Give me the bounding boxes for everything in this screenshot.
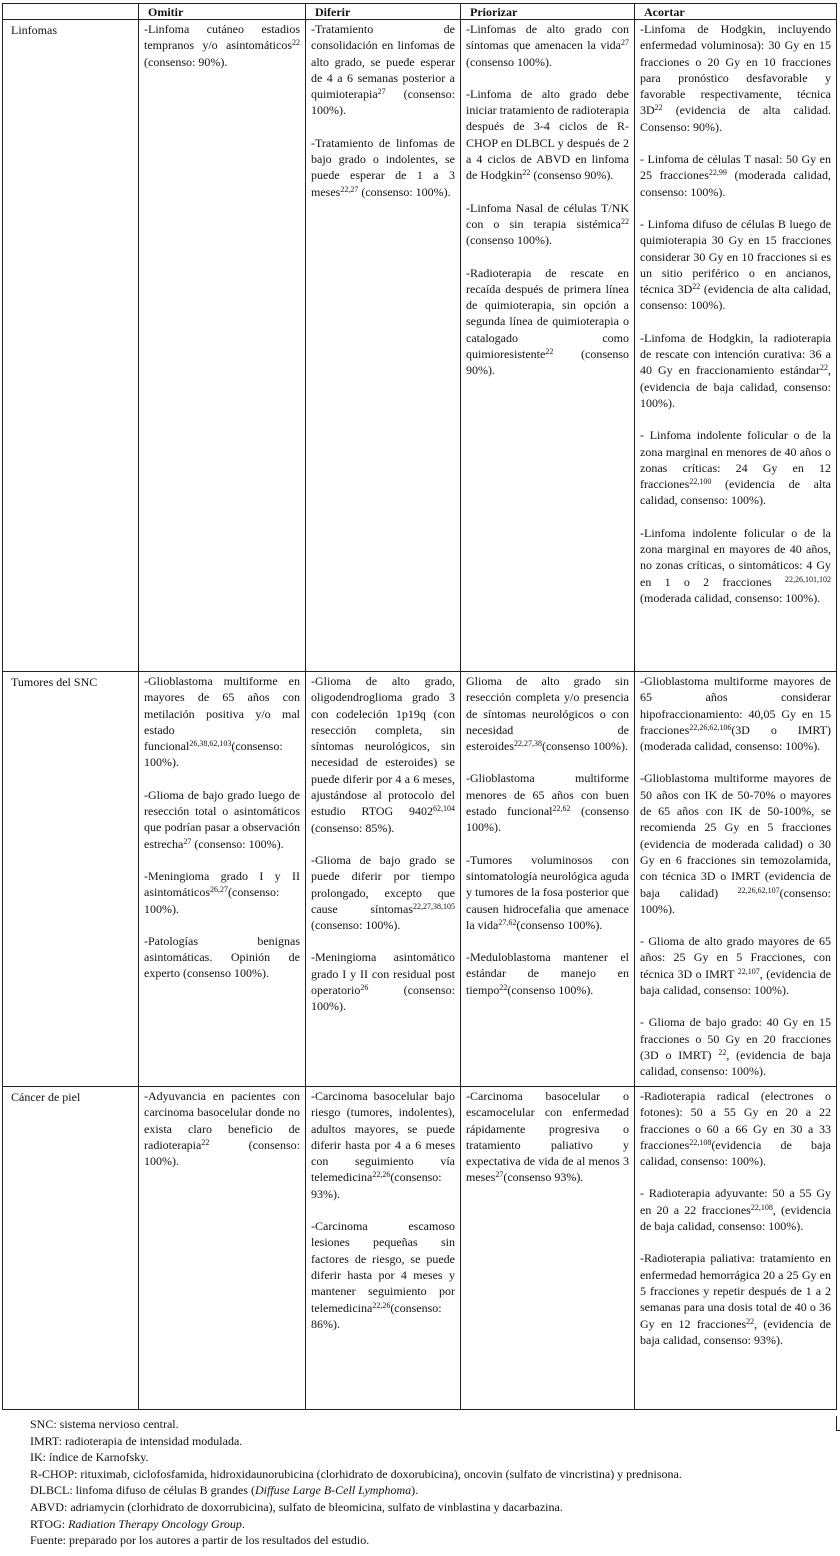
recommendation-entry: - Radioterapia adyuvante: 50 a 55 Gy en 20 a 22 fracciones$^{22,108}$, (evidencia de baja calidad, consenso: 100%). xyxy=(640,1186,832,1234)
cell-acortar xyxy=(635,20,837,672)
recommendation-entry: -Meningioma grado I y II asintomáticos$^{26,27}$(consenso: 100%). xyxy=(144,868,300,916)
cell-omitir xyxy=(139,20,306,672)
recommendation-entry: - Linfoma difuso de células B luego de quimioterapia 30 Gy en 15 fracciones considerar 30 Gy en 10 fracciones si es un sitio periférico o en ancianos, técnica $3D^{22}$ (evidencia de alta calidad, consenso: 100%). xyxy=(640,216,832,313)
recommendation-entry: -Linfoma cutáneo estadios tempranos y/o asintomáticos$^{22}$ (consenso: 90%). xyxy=(144,22,300,69)
cell-omitir xyxy=(139,1087,306,1410)
recommendation-entry: -Radioterapia de rescate en recaída después de primera línea de quimioterapia, sin opción a segunda línea de quimioterapia o catalogado como quimioresistente$^{22}$ (consenso 90%). xyxy=(466,265,629,378)
table-footnotes xyxy=(30,1416,682,1549)
footnote-line: IK: índice de Karnofsky. xyxy=(30,1450,149,1465)
reference-superscript: 22 xyxy=(692,282,701,292)
recommendation-entry: -Carcinoma escamoso lesiones pequeñas sin factores de riesgo, se puede diferir hasta por 4 meses y mantener seguimiento por telemedicina$^{22,26}$(consenso: 86%). xyxy=(311,1219,455,1331)
recommendation-entry: -Linfoma Nasal de células T/NK con o sin terapia sistémica$^{22}$ (consenso 100%). xyxy=(466,200,629,248)
recommendation-entry: -Meduloblastoma mantener el estándar de manejo en tiempo$^{22}$(consenso 100%). xyxy=(466,950,629,997)
header-row xyxy=(3,4,837,20)
reference-superscript: 22 xyxy=(820,363,828,373)
reference-superscript: 27 xyxy=(495,1170,504,1180)
header-acortar: Acortar xyxy=(635,4,837,20)
recommendation-entry: -Glioblastoma multiforme en mayores de 65 años con metilación positiva y/o mal estado funcional$^{26,38,62,103}$(consenso: 100%). xyxy=(144,674,300,770)
reference-superscript: 22,108 xyxy=(689,1137,712,1147)
reference-superscript: 22 xyxy=(499,982,508,992)
table-row xyxy=(3,1087,837,1410)
row-category: Cáncer de piel xyxy=(3,1087,139,1410)
reference-superscript: 26,27 xyxy=(210,885,228,895)
header-priorizar: Priorizar xyxy=(461,4,635,20)
reference-superscript: 22,100 xyxy=(689,477,712,487)
reference-superscript: 22 xyxy=(522,168,531,178)
reference-superscript: 27,62 xyxy=(498,917,517,927)
reference-superscript: 22 xyxy=(746,1316,755,1326)
recommendation-entry: -Tumores voluminosos con sintomatología neurológica aguda y tumores de la fosa posterior que causen hidrocefalia que amenace la vida$^{27,62}$(consenso 100%). xyxy=(466,852,629,932)
reference-superscript: 22 xyxy=(654,103,663,113)
cell-priorizar xyxy=(461,672,635,1087)
cell-priorizar xyxy=(461,20,635,672)
recommendation-entry: -Glioblastoma multiforme mayores de 50 años con IK de 50-70% o mayores de 65 años con IK de 50-100%, se recomienda 25 Gy en 5 fracciones (evidencia de moderada calidad) o 30 Gy en 6 fracciones sin temozolamida, con técnica 3D o IMRT (evidencia de baja calidad) $^{22,26,62,107}$(consenso: 100%). xyxy=(640,771,831,916)
reference-superscript: 22 xyxy=(201,1137,210,1147)
recommendation-entry: -Radioterapia radical (electrones o fotones): 50 a 55 Gy en 20 a 22 fracciones o 60 a 66 Gy en 30 a 33 fracciones$^{22,108}$(evidencia de baja calidad, consenso: 100%). xyxy=(640,1089,831,1169)
reference-superscript: 22,26,62,106 xyxy=(689,722,732,732)
reference-superscript: 22,27,38,105 xyxy=(413,901,455,911)
recommendation-entry: -Glioma de bajo grado se puede diferir por tiempo prolongado, excepto que cause síntomas$^{22,27,38,105}$ (consenso: 100%). xyxy=(311,852,455,933)
cell-diferir xyxy=(306,20,461,672)
reference-superscript: 22,26 xyxy=(372,1170,391,1180)
recommendations-table xyxy=(2,3,837,1410)
row-category: Linfomas xyxy=(3,20,139,672)
header-diferir: Diferir xyxy=(306,4,461,20)
cell-acortar xyxy=(635,672,837,1087)
recommendation-entry: -Carcinoma basocelular bajo riesgo (tumores, indolentes), adultos mayores, se puede diferir hasta por 4 a 6 meses con seguimiento vía telemedicina$^{22,26}$(consenso: 93%). xyxy=(311,1089,455,1201)
reference-superscript: 22 xyxy=(545,347,554,357)
reference-superscript: 22,62 xyxy=(552,804,571,814)
footnote-line: RTOG: Radiation Therapy Oncology Group. xyxy=(30,1516,245,1531)
recommendation-entry: -Glioma de alto grado, oligodendroglioma grado 3 con codeleción 1p19q (con resección completa, sin síntomas neurológicos, sin necesidad de esteroides) se puede diferir por 4 a 6 meses, ajustándose al protocolo del estudio RTOG 9402$^{62,104}$ (consenso: 85%). xyxy=(311,674,455,835)
reference-superscript: 22,27 xyxy=(340,184,359,194)
footnote-line: DLBCL: linfoma difuso de células B grandes (Diffuse Large B-Cell Lymphoma). xyxy=(30,1483,419,1498)
recommendation-entry: - Glioma de bajo grado: 40 Gy en 15 fracciones o 50 Gy en 20 fracciones (3D o IMRT) $^{22}$, (evidencia de baja calidad, consenso: 100%). xyxy=(640,1015,831,1079)
recommendation-entry: -Patologías benignas asintomáticas. Opinión de experto (consenso 100%). xyxy=(144,933,300,981)
reference-superscript: 22 xyxy=(718,1047,727,1057)
cell-diferir xyxy=(306,672,461,1087)
reference-superscript: 27 xyxy=(377,87,386,97)
table-row xyxy=(3,20,837,672)
reference-superscript: 62,104 xyxy=(433,804,455,814)
cell-priorizar xyxy=(461,1087,635,1410)
recommendation-entry: -Glioblastoma multiforme mayores de 65 años considerar hipofraccionamiento: 40,05 Gy en 15 fracciones$^{22,26,62,106}$(3D o IMRT) (moderada calidad, consenso: 100%). xyxy=(640,674,831,754)
cell-diferir xyxy=(306,1087,461,1410)
recommendation-entry: - Glioma de alto grado mayores de 65 años: 25 Gy en 5 Fracciones, con técnica 3D o IMRT $^{22,107}$, (evidencia de baja calidad, consenso: 100%). xyxy=(640,934,831,998)
recommendation-entry: -Adyuvancia en pacientes con carcinoma basocelular donde no exista claro beneficio de radioterapia$^{22}$ (consenso: 100%). xyxy=(144,1089,300,1169)
header-omitir: Omitir xyxy=(139,4,306,20)
recommendation-entry: -Linfoma de alto grado debe iniciar tratamiento de radioterapia después de 3-4 ciclos de R-CHOP en DLBCL y después de 2 a 4 ciclos de ABVD en linfoma de Hodgkin$^{22}$ (consenso 90%). xyxy=(466,86,629,183)
reference-superscript: 22,26,101,102 xyxy=(785,574,831,584)
header-cell-empty xyxy=(3,4,139,20)
footnote-line: ABVD: adriamycin (clorhidrato de doxorrubicina), sulfato de bleomicina, sulfato de vinblastina y dacarbazina. xyxy=(30,1499,563,1514)
reference-superscript: 27 xyxy=(621,38,629,48)
reference-superscript: 22,26 xyxy=(372,1300,391,1310)
recommendation-entry: -Linfoma de Hodgkin, la radioterapia de rescate con intención curativa: 36 a 40 Gy en fraccionamiento estándar$^{22}$, (evidencia de baja calidad, consenso: 100%). xyxy=(640,330,831,410)
reference-superscript: 27 xyxy=(183,836,192,846)
footnote-line: SNC: sistema nervioso central. xyxy=(30,1417,179,1431)
footnote-italic: Diffuse Large B-Cell Lymphoma xyxy=(254,1483,412,1498)
recommendation-entry: - Linfoma de células T nasal: 50 Gy en 25 fracciones$^{22,99}$ (moderada calidad, consenso: 100%). xyxy=(640,152,831,199)
recommendation-entry: -Glioma de bajo grado luego de resección total o asintomáticos que podrían pasar a observación estrecha$^{27}$ (consenso: 100%). xyxy=(144,787,300,851)
recommendation-entry: -Linfoma indolente folicular o de la zona marginal en mayores de 40 años, no zonas críticas, o sintomáticos: 4 Gy en 1 o 2 fracciones $^{22,26,101,102}$ (moderada calidad, consenso: 100%). xyxy=(640,525,831,605)
reference-superscript: 22,26,62,107 xyxy=(737,885,780,895)
row-category: Tumores del SNC xyxy=(3,672,139,1087)
cell-acortar xyxy=(635,1087,837,1410)
recommendation-entry: - Linfoma indolente folicular o de la zona marginal en menores de 40 años o zonas críticas: 24 Gy en 12 fracciones$^{22,100}$ (evidencia de alta calidad, consenso: 100%). xyxy=(640,428,831,508)
cell-omitir xyxy=(139,672,306,1087)
recommendation-entry: -Carcinoma basocelular o escamocelular con enfermedad rápidamente progresiva o tratamiento paliativo y expectativa de vida de al menos 3 meses$^{27}$(consenso 93%). xyxy=(466,1089,629,1185)
recommendation-entry: -Linfomas de alto grado con síntomas que amenacen la vida$^{27}$ (consenso 100%). xyxy=(466,22,629,69)
reference-superscript: 22 xyxy=(292,38,300,48)
reference-superscript: 26,38,62,103 xyxy=(189,739,232,749)
footnote-line: R-CHOP: rituximab, ciclofosfamida, hidroxidaunorubicina (clorhidrato de doxorubicina), oncovin (sulfato de vincristina) y prednisona. xyxy=(30,1466,682,1481)
reference-superscript: 22,108 xyxy=(750,1202,773,1212)
footnote-line: Fuente: preparado por los autores a partir de los resultados del estudio. xyxy=(30,1533,370,1548)
reference-superscript: 26 xyxy=(360,983,369,993)
recommendation-entry: -Linfoma de Hodgkin, incluyendo enfermedad voluminosa): 30 Gy en 15 fracciones o 20 Gy en 10 fracciones para pronóstico desfavorable y favorable respectivamente, técnica $3D^{22}$ (evidencia de alta calidad. Consenso: 90%). xyxy=(640,22,831,134)
footnote-italic: Radiation Therapy Oncology Group xyxy=(68,1516,242,1531)
recommendation-entry: -Radioterapia paliativa: tratamiento en enfermedad hemorrágica 20 a 25 Gy en 5 fracciones y repetir después de 1 a 2 semanas para una dosis total de 40 o 36 Gy en 12 fracciones$^{22}$, (evidencia de baja calidad, consenso: 93%). xyxy=(640,1251,831,1347)
recommendation-entry: -Tratamiento de linfomas de bajo grado o indolentes, se puede esperar de 1 a 3 meses$^{22,27}$ (consenso: 100%). xyxy=(311,135,455,199)
reference-superscript: 22,107 xyxy=(737,966,760,976)
recommendation-entry: -Tratamiento de consolidación en linfomas de alto grado, se puede esperar de 4 a 6 semanas posterior a quimioterapia$^{27}$ (consenso: 100%). xyxy=(311,22,455,118)
reference-superscript: 22,99 xyxy=(708,168,727,178)
reference-superscript: 22 xyxy=(621,216,629,226)
reference-superscript: 22,27,38 xyxy=(513,739,542,749)
recommendation-entry: Glioma de alto grado sin resección completa y/o presencia de síntomas neurológicos o con necesidad de esteroides$^{22,27,38}$(consenso 100%). xyxy=(466,674,629,754)
page-edge-mark xyxy=(836,1416,840,1431)
footnote-line: IMRT: radioterapia de intensidad modulada. xyxy=(30,1433,243,1448)
recommendation-entry: -Meningioma asintomático grado I y II con residual post operatorio$^{26}$ (consenso: 100%). xyxy=(311,950,455,1014)
table-row xyxy=(3,672,837,1087)
recommendation-entry: -Glioblastoma multiforme menores de 65 años con buen estado funcional$^{22,62}$ (consenso 100%). xyxy=(466,771,629,835)
